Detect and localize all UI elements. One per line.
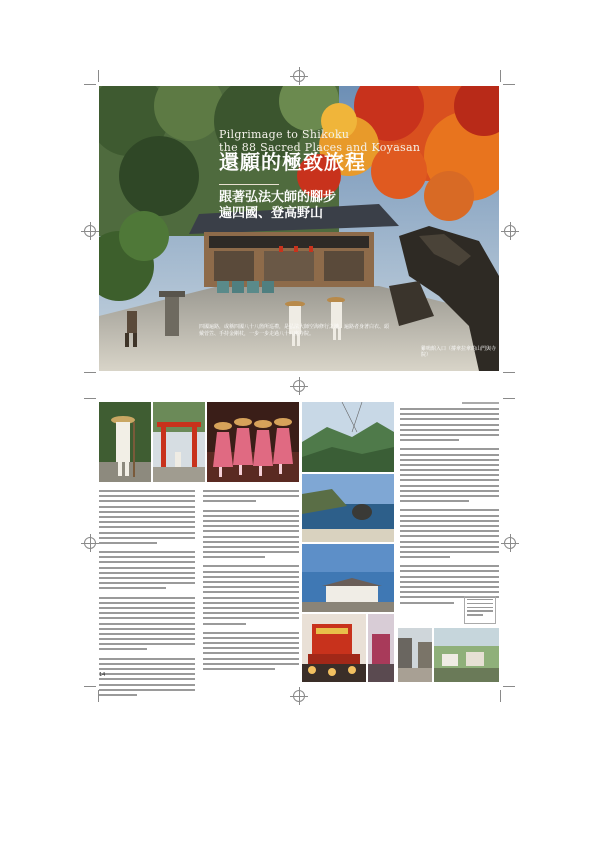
festival-float-photo [302,614,366,682]
hillside-village-image [434,628,499,682]
article-title-en-line2: the 88 Sacred Places and Koyasan [219,141,421,154]
seaside-temple-image [302,544,394,612]
crop-mark [84,686,96,687]
registration-mark [293,70,305,82]
photo-caption-right: 雞嗚館入口（撐傘拉傘的山門與寺院） [421,346,497,358]
registration-mark [84,225,96,237]
festival-crowd-image [368,614,394,682]
crop-mark [500,690,501,702]
coastal-rock-photo [302,474,394,542]
title-rule [219,184,279,185]
coastal-rock-image [302,474,394,542]
registration-mark [504,225,516,237]
festival-float-image [302,614,366,682]
subtitle-line1: 跟著弘法大師的腳步 [219,190,337,205]
town-street-image [398,628,432,682]
article-subtitle-zh [219,190,336,222]
running-header [462,402,499,404]
town-street-photo [398,628,432,682]
crop-mark [503,686,515,687]
article-title-en-line1: Pilgrimage to Shikoku [219,128,350,141]
crop-mark [84,398,96,399]
photo-caption-left: 四國遍路，或稱四國八十八箇所巡禮，是弘法大師空海修行之地。遍路者身著白衣、頭戴菅笠、手持金剛杖，一步一步走過八十八座寺院。 [199,324,390,337]
top-spread-photo [99,86,499,371]
registration-mark [293,690,305,702]
page-number-left: 14 [99,672,106,678]
pilgrim-statue-image [99,402,151,482]
crop-mark [98,70,99,82]
seaside-temple-photo [302,544,394,612]
registration-mark [84,537,96,549]
article-title-zh: 還願的極致旅程 [219,150,366,174]
info-sidebar-box [464,596,496,624]
crop-mark [84,372,96,373]
left-page-text-col2 [203,490,299,673]
crop-mark [84,84,96,85]
crop-mark [503,84,515,85]
left-page [99,400,299,684]
dance-festival-image [207,402,299,482]
mountain-valley-photo [302,402,394,472]
bottom-spread [99,400,499,684]
left-page-text-col1 [99,490,195,699]
hillside-village-photo [434,628,499,682]
registration-mark [504,537,516,549]
right-page-text-col [400,408,499,607]
dance-festival-photo [207,402,299,482]
crop-mark [500,70,501,82]
right-page [302,400,499,684]
red-gate-photo [153,402,205,482]
red-gate-image [153,402,205,482]
festival-crowd-photo [368,614,394,682]
subtitle-line2: 遍四國、登高野山 [219,206,324,221]
mountain-valley-image [302,402,394,472]
crop-mark [503,372,515,373]
registration-mark [293,380,305,392]
crop-mark [503,398,515,399]
pilgrim-statue-photo [99,402,151,482]
